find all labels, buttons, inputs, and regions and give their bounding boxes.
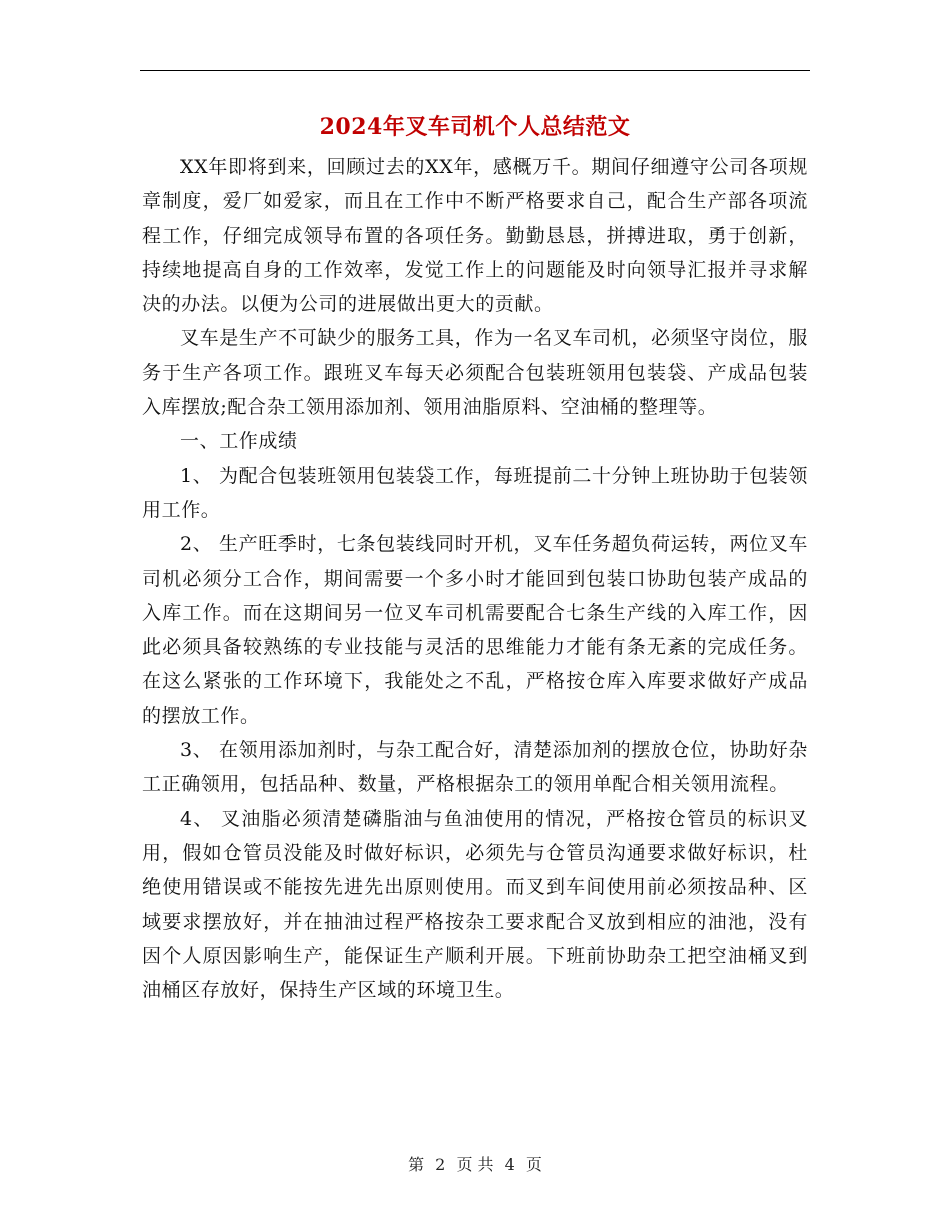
list-item-4: 4、 叉油脂必须清楚磷脂油与鱼油使用的情况，严格按仓管员的标识叉用，假如仓管员没能及时做好标识，必须先与仓管员沟通要求做好标识，杜绝使用错误或不能按先进先出原则使用。而叉到车间使用前必须按品种、区域要求摆放好，并在抽油过程严格按杂工要求配合叉放到相应的油池，没有因个人原因影响生产，能保证生产顺利开展。下班前协助杂工把空油桶叉到油桶区存放好，保持生产区域的环境卫生。 [142,807,808,1002]
page-suffix: 页 [525,1155,542,1174]
page-current: 2 [435,1155,446,1174]
section-heading-work-results: 一、工作成绩 [180,430,298,453]
document-body [142,150,808,1007]
page-prefix: 第 [408,1155,425,1174]
page-footer [0,1155,950,1175]
list-item-2: 2、 生产旺季时，七条包装线同时开机，叉车任务超负荷运转，两位叉车司机必须分工合作，期间需要一个多小时才能回到包装口协助包装产成品的入库工作。而在这期间另一位叉车司机需要配合七条生产线的入库工作，因此必须具备较熟练的专业技能与灵活的思维能力才能有条无紊的完成任务。在这么紧张的工作环境下，我能处之不乱，严格按仓库入库要求做好产成品的摆放工作。 [142,533,808,727]
page-total: 4 [504,1155,515,1174]
list-item-3: 3、 在领用添加剂时，与杂工配合好，清楚添加剂的摆放仓位，协助好杂工正确领用，包括品种、数量，严格根据杂工的领用单配合相关领用流程。 [142,739,808,796]
intro-paragraph: XX年即将到来，回顾过去的XX年，感概万千。期间仔细遵守公司各项规章制度，爱厂如爱家，而且在工作中不断严格要求自己，配合生产部各项流程工作，仔细完成领导布置的各项任务。勤勤恳恳，拼搏进取，勇于创新，持续地提高自身的工作效率，发觉工作上的问题能及时向领导汇报并寻求解决的办法。以便为公司的进展做出更大的贡献。 [142,156,808,316]
list-item-1: 1、 为配合包装班领用包装袋工作，每班提前二十分钟上班协助于包装领用工作。 [142,464,808,521]
page-mid: 页 共 [456,1155,494,1174]
document-title: 2024年叉车司机个人总结范文 [319,114,631,140]
forklift-role-paragraph: 叉车是生产不可缺少的服务工具，作为一名叉车司机，必须坚守岗位，服务于生产各项工作。跟班叉车每天必须配合包装班领用包装袋、产成品包装入库摆放;配合杂工领用添加剂、领用油脂原料、空油桶的整理等。 [142,327,808,419]
header-rule [140,70,810,71]
